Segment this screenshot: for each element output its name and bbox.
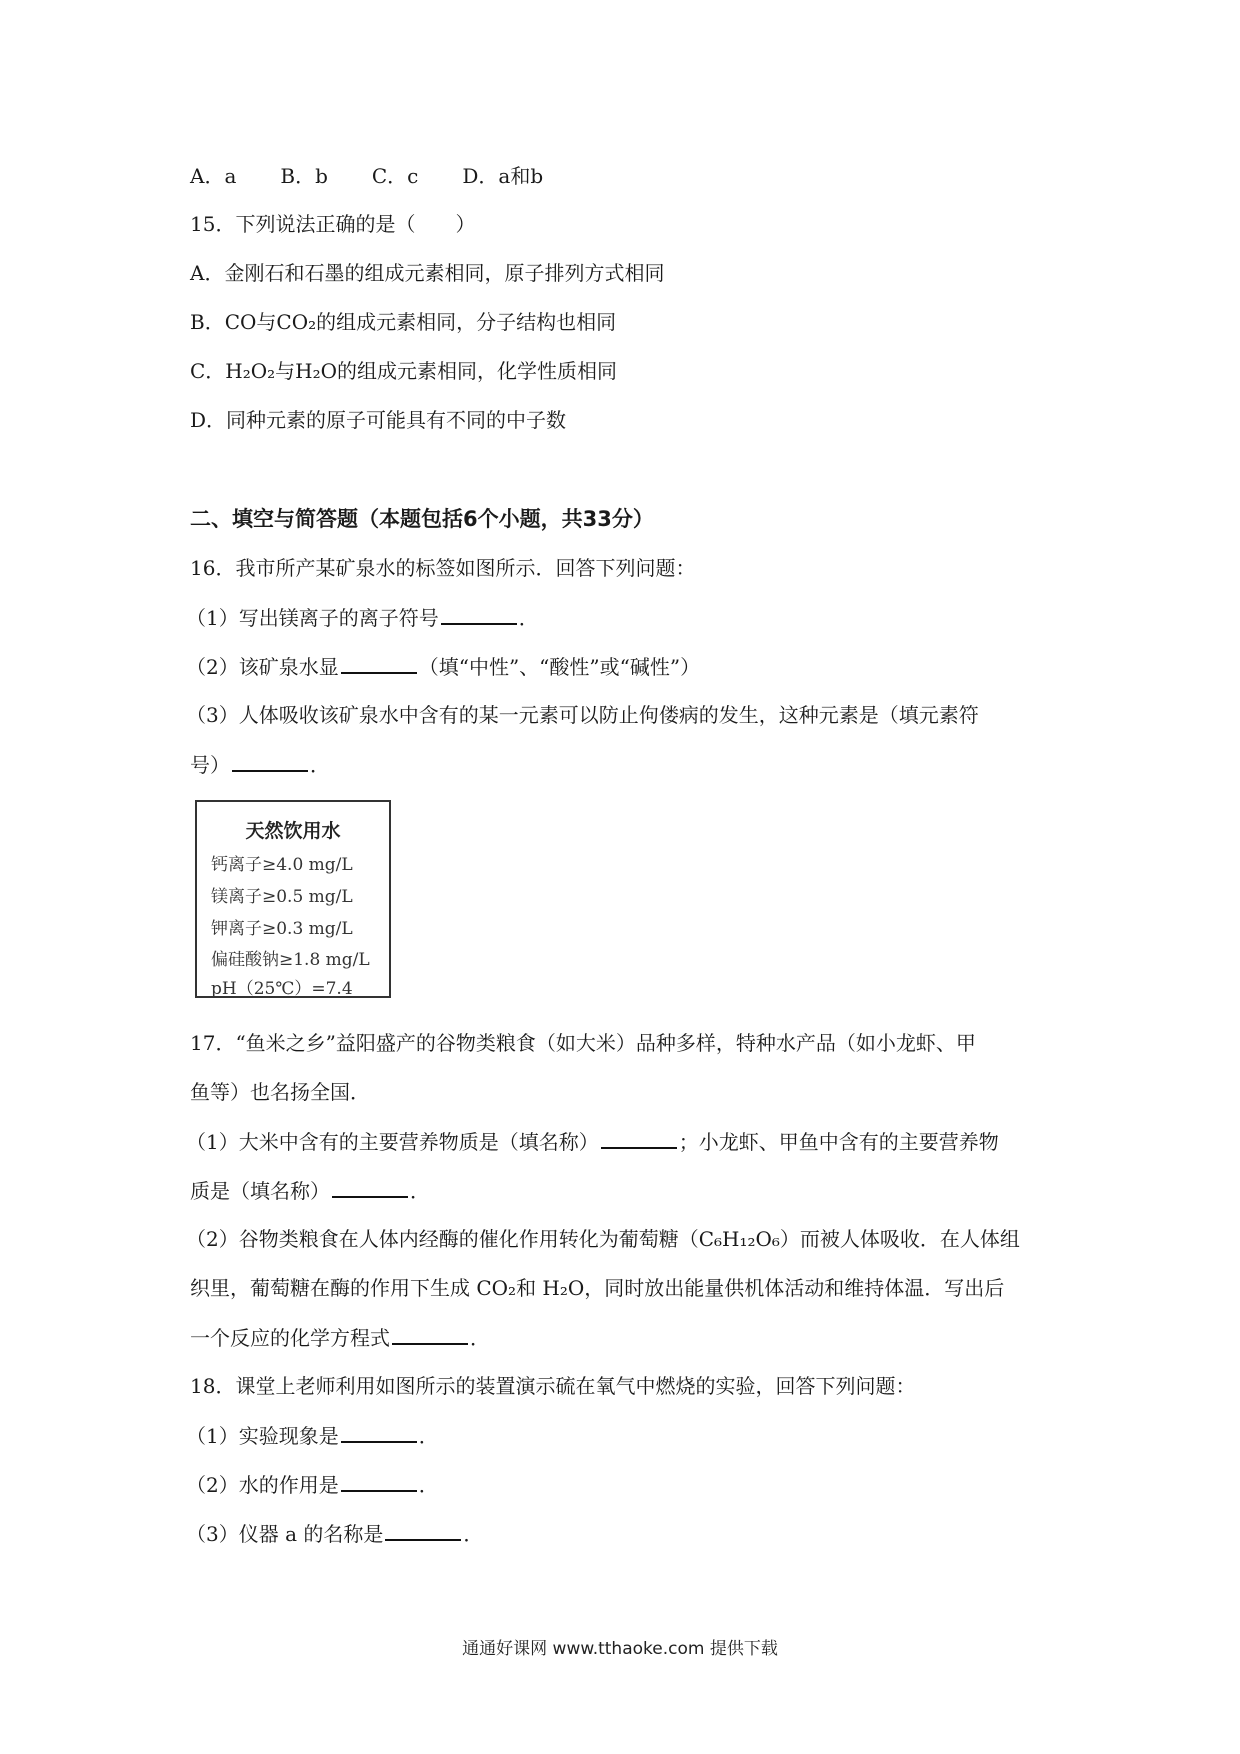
q16-part3-line2 [190, 750, 330, 779]
q17-part1-line1 [186, 1127, 999, 1156]
q16-part1-end: ． [518, 606, 539, 630]
answer-blank[interactable] [601, 1127, 677, 1149]
q16-part3-line1: （3）人体吸收该矿泉水中含有的某一元素可以防止佝偻病的发生，这种元素是（填元素符 [186, 703, 979, 727]
q17-part1-text-b: ；小龙虾、甲鱼中含有的主要营养物 [678, 1130, 999, 1154]
q18-part1 [186, 1421, 439, 1450]
q14-option-b: B．b [280, 164, 328, 188]
q18-part1-text: （1）实验现象是 [186, 1424, 339, 1448]
answer-blank[interactable] [441, 603, 517, 625]
q14-option-a: A．a [190, 164, 237, 188]
section-title: 二、填空与简答题（本题包括6个小题，共33分） [190, 507, 654, 531]
q17-part2-line1: （2）谷物类粮食在人体内经酶的催化作用转化为葡萄糖（C₆H₁₂O₆）而被人体吸收．在人体组 [186, 1227, 1020, 1251]
q17-part1-text-a: （1）大米中含有的主要营养物质是（填名称） [186, 1130, 599, 1154]
q18-part1-end: ． [418, 1424, 439, 1448]
q14-option-c: C．c [371, 164, 419, 188]
label-title: 天然饮用水 [245, 820, 341, 842]
q15-option-a: A．金刚石和石墨的组成元素相同，原子排列方式相同 [190, 261, 665, 285]
q17-part2-end: ． [470, 1326, 490, 1350]
q17-part1-end: ． [410, 1179, 430, 1203]
q15-stem: 15．下列说法正确的是（ ） [190, 212, 476, 236]
q14-option-d: D．a和b [462, 164, 544, 188]
q15-option-b: B．CO与CO₂的组成元素相同，分子结构也相同 [190, 310, 617, 334]
q17-part2-line3 [190, 1323, 490, 1352]
answer-blank[interactable] [332, 1176, 408, 1198]
q15-option-d: D．同种元素的原子可能具有不同的中子数 [190, 408, 567, 432]
label-row: 镁离子≥0.5 mg/L [211, 887, 353, 907]
answer-blank[interactable] [385, 1519, 461, 1541]
q18-part3 [186, 1519, 483, 1548]
answer-blank[interactable] [341, 1421, 417, 1443]
q17-stem-line1: 17．“鱼米之乡”益阳盛产的谷物类粮食（如大米）品种多样，特种水产品（如小龙虾、甲 [190, 1031, 976, 1055]
q16-part3-end: ． [310, 753, 330, 777]
q16-part1 [186, 603, 539, 632]
mineral-water-label [195, 800, 391, 998]
label-row: 钾离子≥0.3 mg/L [211, 919, 353, 939]
label-row: 钙离子≥4.0 mg/L [211, 855, 353, 875]
q18-part2-text: （2）水的作用是 [186, 1473, 339, 1497]
q18-stem: 18．课堂上老师利用如图所示的装置演示硫在氧气中燃烧的实验，回答下列问题： [190, 1374, 916, 1398]
q17-stem-line2: 鱼等）也名扬全国． [190, 1080, 370, 1104]
q16-part3-text: 号） [190, 753, 230, 777]
answer-blank[interactable] [341, 1470, 417, 1492]
q16-part2 [186, 652, 700, 681]
label-row: 偏硅酸钠≥1.8 mg/L [211, 950, 370, 970]
q18-part2-end: ． [418, 1473, 439, 1497]
q16-part2-text: （2）该矿泉水显 [186, 655, 339, 679]
q16-stem: 16．我市所产某矿泉水的标签如图所示．回答下列问题： [190, 556, 696, 580]
label-row: pH（25℃）=7.4 [211, 979, 353, 999]
q14-options [190, 162, 587, 190]
q15-option-c: C．H₂O₂与H₂O的组成元素相同，化学性质相同 [190, 359, 618, 383]
answer-blank[interactable] [232, 750, 308, 772]
answer-blank[interactable] [341, 652, 417, 674]
q17-part2-line2: 织里，葡萄糖在酶的作用下生成 CO₂和 H₂O，同时放出能量供机体活动和维持体温．写出后 [190, 1276, 1005, 1300]
q18-part2 [186, 1470, 439, 1499]
q18-part3-end: ． [463, 1522, 484, 1546]
q17-part2-text: 一个反应的化学方程式 [190, 1326, 390, 1350]
answer-blank[interactable] [392, 1323, 468, 1345]
q17-part1-text-c: 质是（填名称） [190, 1179, 330, 1203]
q17-part1-line2 [190, 1176, 430, 1205]
q16-part2-end: （填“中性”、“酸性”或“碱性”） [418, 655, 701, 679]
page-footer: 通通好课网 www.tthaoke.com 提供下载 [462, 1639, 778, 1659]
q16-part1-text: （1）写出镁离子的离子符号 [186, 606, 439, 630]
q18-part3-text: （3）仪器 a 的名称是 [186, 1522, 384, 1546]
